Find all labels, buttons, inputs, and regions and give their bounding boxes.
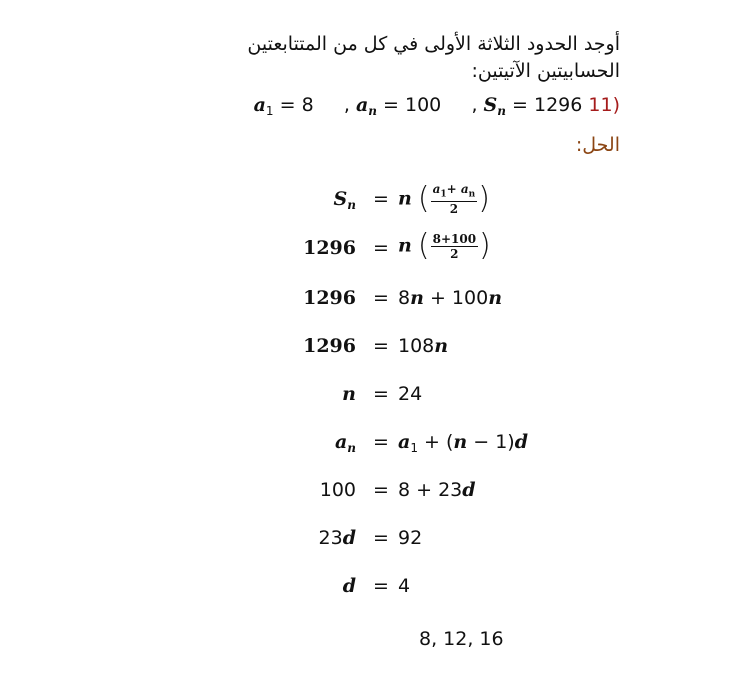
step-7: 100 = 8 + 23d xyxy=(319,479,476,501)
step-5: n = 24 xyxy=(342,383,423,405)
an-value: 100 xyxy=(404,94,442,116)
step-9: d = 4 xyxy=(342,575,411,597)
answer: 8, 12, 16 xyxy=(419,628,504,650)
sn-value: 1296 xyxy=(534,94,583,116)
step-3: 1296 = 8n + 100n xyxy=(303,287,503,309)
given-values: $a_1 = 8$ , $a_n = 100$ , $S_n = 1296$ 11) xyxy=(253,94,620,118)
question-line-1: أوجد الحدود الثلاثة الأولى في كل من المتتابعتين xyxy=(247,33,620,55)
question-line-2: الحسابيتين الآتيتين: xyxy=(471,60,620,82)
step-2: 1296 = n ( $\frac{8+100}{2}$ ) xyxy=(303,228,491,263)
step-1: $S_n$ = n ( $\frac{a_1+ a_n}{2}$ ) xyxy=(333,181,490,217)
step-6: $a_n$ = $a_1 + (n - 1)d$ xyxy=(334,431,528,455)
step-4: 1296 = 108n xyxy=(303,335,449,357)
question-number: 11) xyxy=(588,94,620,116)
a1-value: 8 xyxy=(301,94,314,116)
solution-label: الحل: xyxy=(575,134,620,156)
step-8: 23d = 92 xyxy=(318,527,423,549)
